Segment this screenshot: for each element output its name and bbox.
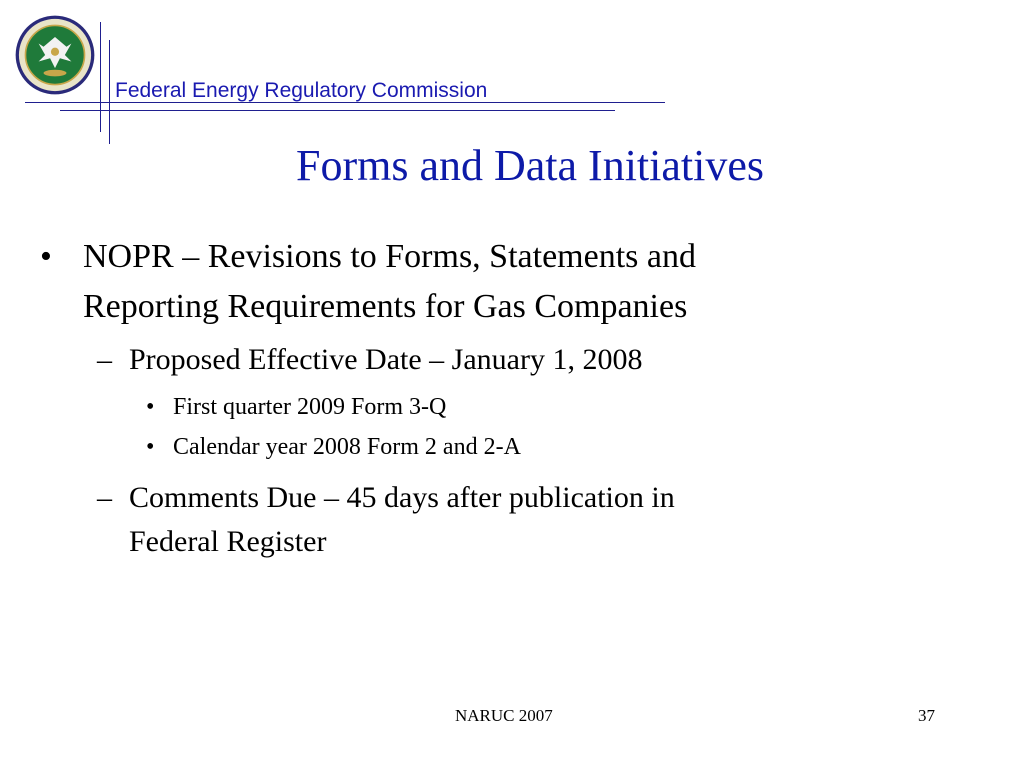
sub-bullet-item [40, 338, 940, 382]
bullet-text-line: Reporting Requirements for Gas Companies [83, 288, 688, 325]
header-vertical-rule-2 [109, 40, 110, 144]
dash-marker: – [97, 481, 112, 514]
footer-event: NARUC 2007 [455, 706, 553, 725]
sub-bullet-text-line: Comments Due – 45 days after publication in [129, 481, 675, 514]
bullet-text-line: NOPR – Revisions to Forms, Statements and [83, 238, 696, 275]
bullet-list [40, 232, 940, 564]
header-vertical-rule-1 [100, 22, 101, 132]
sub-sub-bullet-text: Calendar year 2008 Form 2 and 2-A [173, 434, 521, 460]
sub-sub-bullet-text: First quarter 2009 Form 3-Q [173, 394, 447, 420]
page-number: 37 [918, 706, 935, 725]
dash-marker: – [97, 343, 112, 376]
sub-bullet-item [40, 476, 940, 564]
bullet-marker: • [40, 238, 52, 275]
slide-title: Forms and Data Initiatives [295, 141, 764, 190]
bullet-item [40, 232, 940, 332]
bullet-marker: • [146, 394, 155, 420]
sub-bullet-text: Proposed Effective Date – January 1, 2008 [129, 343, 643, 376]
sub-sub-bullet-item [40, 392, 940, 422]
bullet-marker: • [146, 434, 155, 460]
sub-bullet-text-line: Federal Register [129, 525, 327, 558]
ferc-seal-icon [14, 14, 96, 96]
agency-name: Federal Energy Regulatory Commission [115, 79, 488, 102]
header-horizontal-rule-2 [60, 110, 615, 111]
sub-sub-bullet-item [40, 432, 940, 462]
